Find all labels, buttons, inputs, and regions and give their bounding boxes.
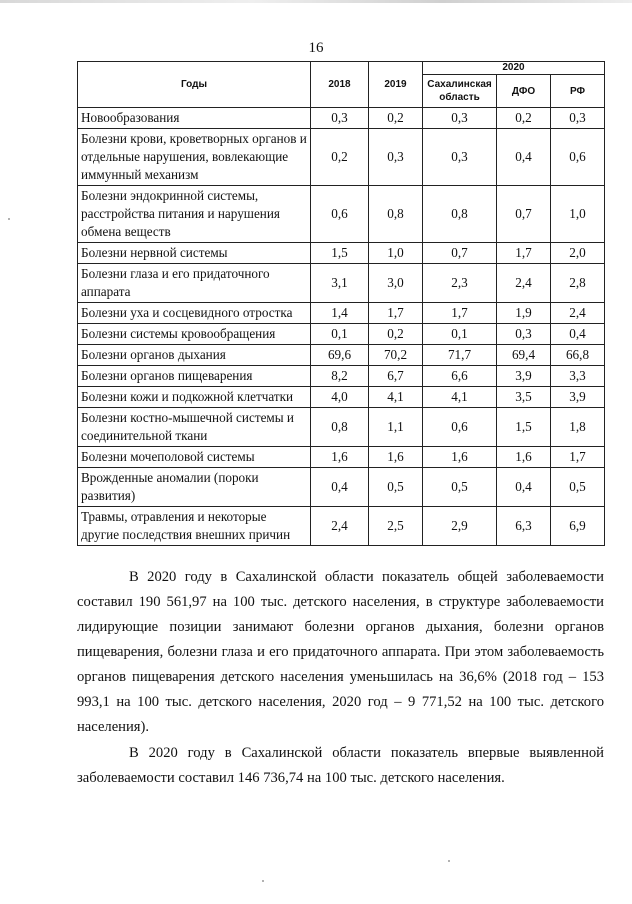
- row-value: 1,6: [369, 447, 423, 468]
- row-value: 0,7: [423, 243, 497, 264]
- row-value: 0,5: [551, 468, 605, 507]
- row-value: 1,8: [551, 408, 605, 447]
- row-value: 0,6: [551, 129, 605, 186]
- table-row: [78, 387, 605, 408]
- table-row: [78, 507, 605, 546]
- row-value: 1,5: [311, 243, 369, 264]
- row-label: Новообразования: [78, 108, 311, 129]
- row-value: 2,5: [369, 507, 423, 546]
- row-value: 0,3: [497, 324, 551, 345]
- header-year-2018: 2018: [311, 62, 369, 108]
- row-value: 3,5: [497, 387, 551, 408]
- row-value: 0,7: [497, 186, 551, 243]
- scan-speck: [8, 218, 10, 220]
- row-label: Врожденные аномалии (пороки развития): [78, 468, 311, 507]
- row-value: 0,2: [497, 108, 551, 129]
- row-value: 0,4: [551, 324, 605, 345]
- row-value: 0,3: [423, 129, 497, 186]
- row-value: 6,9: [551, 507, 605, 546]
- row-value: 0,8: [311, 408, 369, 447]
- row-value: 0,6: [311, 186, 369, 243]
- row-value: 1,0: [369, 243, 423, 264]
- table-row: [78, 366, 605, 387]
- row-value: 4,0: [311, 387, 369, 408]
- table-row: [78, 345, 605, 366]
- row-label: Болезни системы кровообращения: [78, 324, 311, 345]
- header-region-dfo: ДФО: [497, 75, 551, 108]
- row-value: 0,2: [369, 108, 423, 129]
- row-value: 3,9: [551, 387, 605, 408]
- table-row: [78, 243, 605, 264]
- scan-speck: [448, 860, 450, 862]
- row-value: 66,8: [551, 345, 605, 366]
- table-row: [78, 447, 605, 468]
- row-value: 0,2: [311, 129, 369, 186]
- table-row: [78, 468, 605, 507]
- row-value: 3,9: [497, 366, 551, 387]
- row-value: 69,6: [311, 345, 369, 366]
- row-value: 69,4: [497, 345, 551, 366]
- paragraph-total-morbidity: В 2020 году в Сахалинской области показатель общей заболеваемости составил 190 561,97 на 100 тыс. детского населения, в структуре заболеваемости лидирующие позиции занимают болезни органов дыхания, болезни органов пищеварения, болезни глаза и его придаточного аппарата. При этом заболеваемость органов пищеварения детского населения уменьшилась на 36,6% (2018 год – 153 993,1 на 100 тыс. детского населения, 2020 год – 9 771,52 на 100 тыс. детского населения).: [77, 569, 604, 735]
- row-value: 3,0: [369, 264, 423, 303]
- row-value: 1,7: [497, 243, 551, 264]
- row-value: 0,3: [423, 108, 497, 129]
- row-label: Болезни крови, кроветворных органов и отдельные нарушения, вовлекающие иммунный механизм: [78, 129, 311, 186]
- row-value: 0,3: [369, 129, 423, 186]
- row-value: 1,1: [369, 408, 423, 447]
- row-label: Болезни органов дыхания: [78, 345, 311, 366]
- row-value: 1,4: [311, 303, 369, 324]
- header-year-2019: 2019: [369, 62, 423, 108]
- row-value: 70,2: [369, 345, 423, 366]
- row-value: 1,0: [551, 186, 605, 243]
- page-number: 16: [308, 40, 324, 56]
- header-years: Годы: [78, 62, 311, 108]
- table-header-row: [78, 62, 605, 75]
- row-value: 2,8: [551, 264, 605, 303]
- row-value: 2,4: [551, 303, 605, 324]
- row-value: 0,8: [369, 186, 423, 243]
- row-value: 0,1: [423, 324, 497, 345]
- row-value: 4,1: [423, 387, 497, 408]
- row-value: 1,7: [423, 303, 497, 324]
- row-value: 0,3: [551, 108, 605, 129]
- header-region-rf: РФ: [551, 75, 605, 108]
- table-row: [78, 108, 605, 129]
- row-value: 8,2: [311, 366, 369, 387]
- table-row: [78, 303, 605, 324]
- row-value: 1,6: [311, 447, 369, 468]
- row-value: 0,4: [497, 129, 551, 186]
- table-row: [78, 408, 605, 447]
- row-value: 0,4: [311, 468, 369, 507]
- row-label: Болезни глаза и его придаточного аппарата: [78, 264, 311, 303]
- row-value: 1,6: [497, 447, 551, 468]
- row-label: Болезни органов пищеварения: [78, 366, 311, 387]
- scan-edge: [0, 0, 632, 3]
- row-value: 3,3: [551, 366, 605, 387]
- scan-speck: [262, 880, 264, 882]
- row-value: 6,7: [369, 366, 423, 387]
- row-value: 0,3: [311, 108, 369, 129]
- row-value: 0,8: [423, 186, 497, 243]
- row-value: 1,5: [497, 408, 551, 447]
- row-value: 1,7: [551, 447, 605, 468]
- row-label: Травмы, отравления и некоторые другие последствия внешних причин: [78, 507, 311, 546]
- row-value: 2,9: [423, 507, 497, 546]
- row-value: 0,1: [311, 324, 369, 345]
- row-value: 0,4: [497, 468, 551, 507]
- row-label: Болезни кожи и подкожной клетчатки: [78, 387, 311, 408]
- row-value: 3,1: [311, 264, 369, 303]
- row-label: Болезни нервной системы: [78, 243, 311, 264]
- header-year-2020: 2020: [423, 62, 605, 75]
- table-row: [78, 186, 605, 243]
- header-region-sakhalin: Сахалинская область: [423, 75, 497, 108]
- row-value: 1,6: [423, 447, 497, 468]
- table-body: [78, 108, 605, 546]
- row-value: 0,5: [369, 468, 423, 507]
- table-row: [78, 324, 605, 345]
- row-value: 2,0: [551, 243, 605, 264]
- row-value: 2,4: [497, 264, 551, 303]
- table-row: [78, 264, 605, 303]
- row-value: 0,5: [423, 468, 497, 507]
- table-row: [78, 129, 605, 186]
- row-value: 2,3: [423, 264, 497, 303]
- row-value: 2,4: [311, 507, 369, 546]
- row-label: Болезни мочеполовой системы: [78, 447, 311, 468]
- row-label: Болезни костно-мышечной системы и соединительной ткани: [78, 408, 311, 447]
- row-value: 0,2: [369, 324, 423, 345]
- row-value: 6,6: [423, 366, 497, 387]
- morbidity-table: [77, 61, 605, 546]
- paragraph-new-morbidity: В 2020 году в Сахалинской области показатель впервые выявленной заболеваемости составил 146 736,74 на 100 тыс. детского населения.: [77, 745, 604, 786]
- row-label: Болезни уха и сосцевидного отростка: [78, 303, 311, 324]
- row-value: 4,1: [369, 387, 423, 408]
- row-value: 0,6: [423, 408, 497, 447]
- row-value: 6,3: [497, 507, 551, 546]
- row-value: 1,7: [369, 303, 423, 324]
- row-value: 71,7: [423, 345, 497, 366]
- row-label: Болезни эндокринной системы, расстройства питания и нарушения обмена веществ: [78, 186, 311, 243]
- row-value: 1,9: [497, 303, 551, 324]
